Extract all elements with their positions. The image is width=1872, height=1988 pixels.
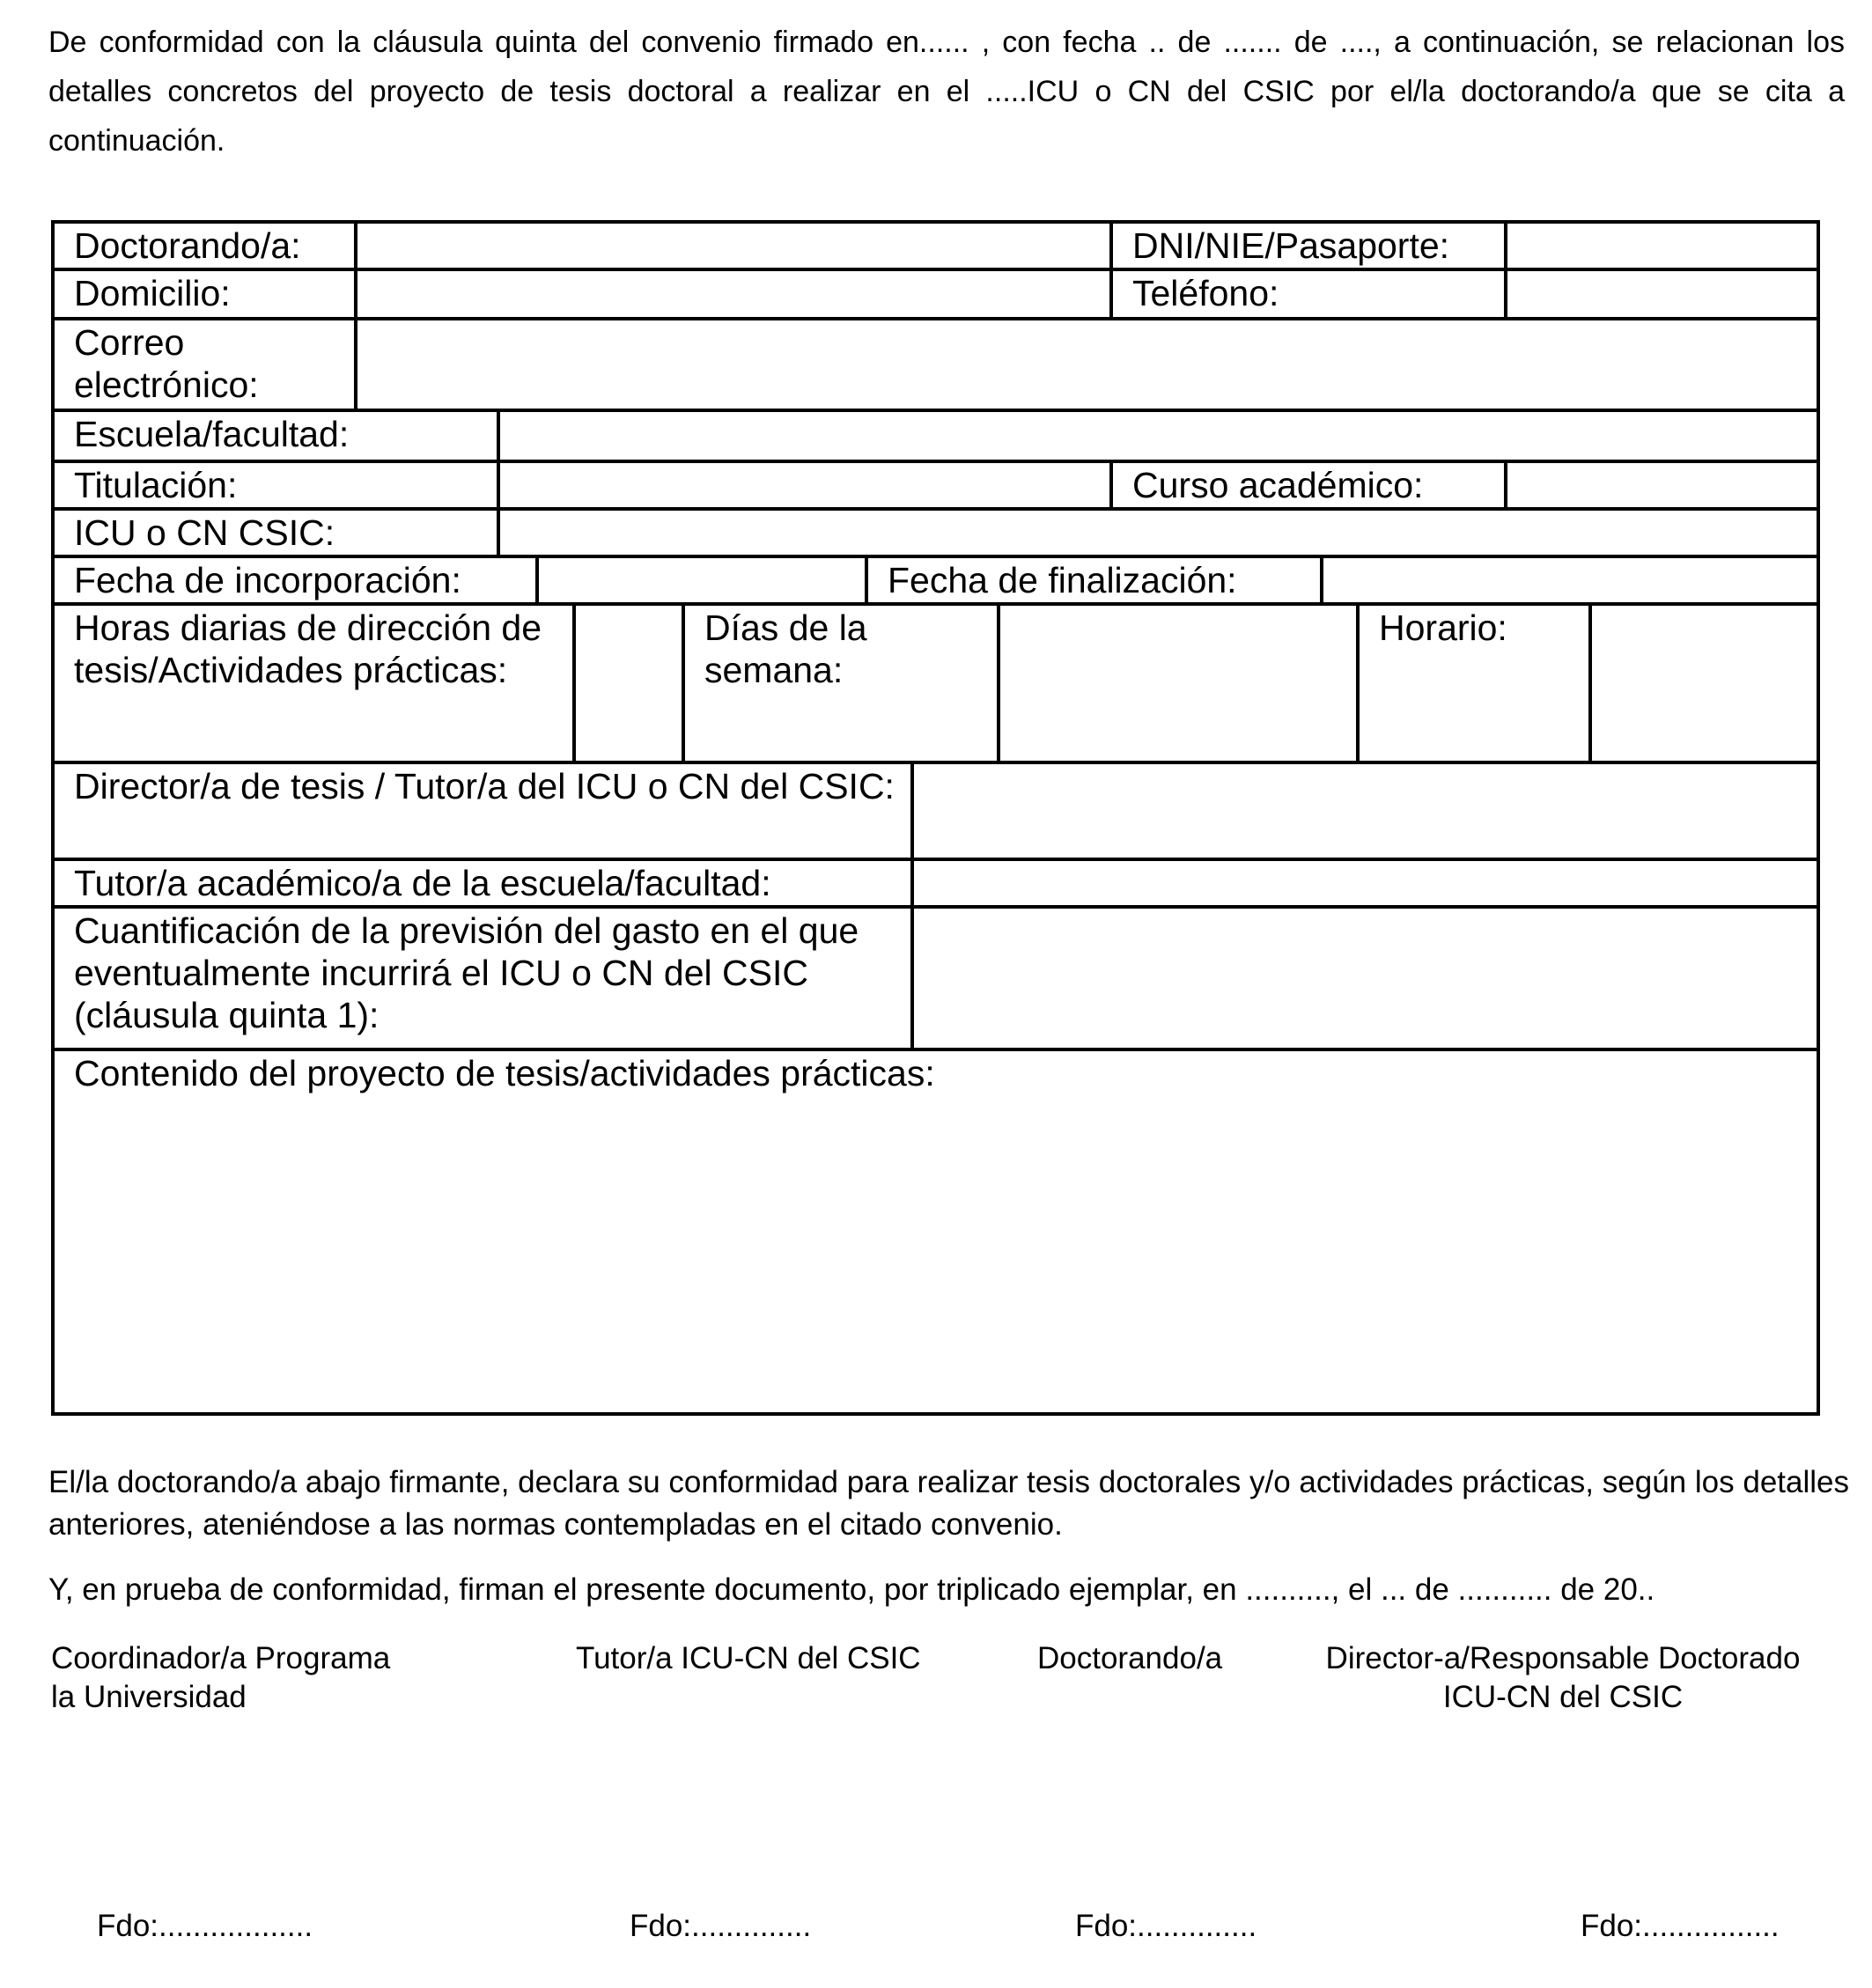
label-horas: Horas diarias de dirección de tesis/Actividades prácticas: [74,607,542,690]
field-escuela[interactable] [497,412,1817,460]
field-horas[interactable] [572,606,682,761]
label-cuantificacion: Cuantificación de la previsión del gasto en el que eventualmente incurrirá el ICU o CN del CSIC (cláusula quinta 1): [74,910,859,1035]
field-director[interactable] [910,764,1817,858]
table-row [55,224,1817,268]
field-titulacion[interactable] [497,463,1109,507]
label-tutor-academico: Tutor/a académico/a de la escuela/facultad: [74,863,771,903]
fdo-line-director-responsable: Fdo:................ [1581,1909,1780,1943]
signature-role-line: Director-a/Responsable Doctorado [1325,1641,1801,1675]
table-row [55,761,1817,858]
signature-role-line: Doctorando/a [1037,1641,1223,1675]
label-dni: DNI/NIE/Pasaporte: [1109,224,1504,268]
label-icu: ICU o CN CSIC: [74,512,335,553]
signature-role-line: ICU-CN del CSIC [1442,1680,1684,1714]
declaration-paragraph: El/la doctorando/a abajo firmante, declara su conformidad para realizar tesis doctorales y/o actividades prácticas, según los detalles anteriores, ateniéndose a las normas contempladas en el citado convenio. [48,1465,1849,1542]
field-fecha-finalizacion[interactable] [1320,558,1817,602]
thesis-form-table [51,220,1820,1416]
field-fecha-incorporacion[interactable] [535,558,865,602]
label-correo: Correo electrónico: [74,322,259,405]
field-dias[interactable] [997,606,1356,761]
field-telefono[interactable] [1504,271,1817,317]
signature-role-director-responsable [1303,1639,1823,1717]
table-row [55,1048,1817,1412]
label-domicilio: Domicilio: [74,273,231,313]
fdo-line-doctorando: Fdo:.............. [1075,1909,1257,1943]
table-row [55,555,1817,602]
intro-paragraph: De conformidad con la cláusula quinta del convenio firmado en...... , con fecha .. de ....... de ...., a continuación, se relacionan los detalles concretos del proyecto de tesis doctoral a realizar en el .....ICU o CN del CSIC por el/la doctorando/a que se cita a continuación. [48,26,1845,158]
field-dni[interactable] [1504,224,1817,268]
label-fecha-finalizacion: Fecha de finalización: [865,558,1320,602]
signature-role-doctorando [1037,1639,1301,1678]
label-escuela: Escuela/facultad: [74,414,350,454]
table-row [55,507,1817,555]
table-row [55,460,1817,507]
table-row [55,317,1817,409]
field-doctorando[interactable] [354,224,1109,268]
signature-role-coordinador [51,1639,465,1717]
field-correo[interactable] [354,320,1817,409]
table-row [55,905,1817,1048]
fdo-line-coordinador: Fdo:.................. [97,1909,313,1943]
label-dias: Días de la semana: [682,606,997,761]
label-director: Director/a de tesis / Tutor/a del ICU o CN del CSIC: [74,766,895,806]
label-fecha-incorporacion: Fecha de incorporación: [74,560,461,600]
table-row [55,268,1817,317]
field-domicilio[interactable] [354,271,1109,317]
field-curso[interactable] [1504,463,1817,507]
table-row [55,409,1817,460]
field-horario[interactable] [1588,606,1817,761]
signature-fdo-row [0,1907,1872,1960]
signature-role-line: Coordinador/a Programa [51,1641,391,1675]
field-cuantificacion[interactable] [910,909,1817,1048]
signature-role-tutor-icu [576,1639,1034,1678]
label-telefono: Teléfono: [1109,271,1504,317]
signature-roles-row [0,1639,1872,1727]
table-row [55,602,1817,761]
label-curso: Curso académico: [1109,463,1504,507]
label-horario: Horario: [1356,606,1588,761]
label-titulacion: Titulación: [74,465,238,505]
table-row [55,858,1817,905]
signature-role-line: Tutor/a ICU-CN del CSIC [576,1641,921,1675]
field-tutor-academico[interactable] [910,861,1817,905]
signature-role-line: la Universidad [51,1680,247,1714]
field-icu[interactable] [497,511,1817,555]
signing-statement: Y, en prueba de conformidad, firman el presente documento, por triplicado ejemplar, en .........., el ... de ........... de 20.. [48,1572,1655,1607]
label-doctorando: Doctorando/a: [74,225,301,266]
label-contenido: Contenido del proyecto de tesis/actividades prácticas: [74,1053,935,1093]
field-contenido[interactable] [55,1051,1817,1412]
fdo-line-tutor-icu: Fdo:.............. [630,1909,812,1943]
